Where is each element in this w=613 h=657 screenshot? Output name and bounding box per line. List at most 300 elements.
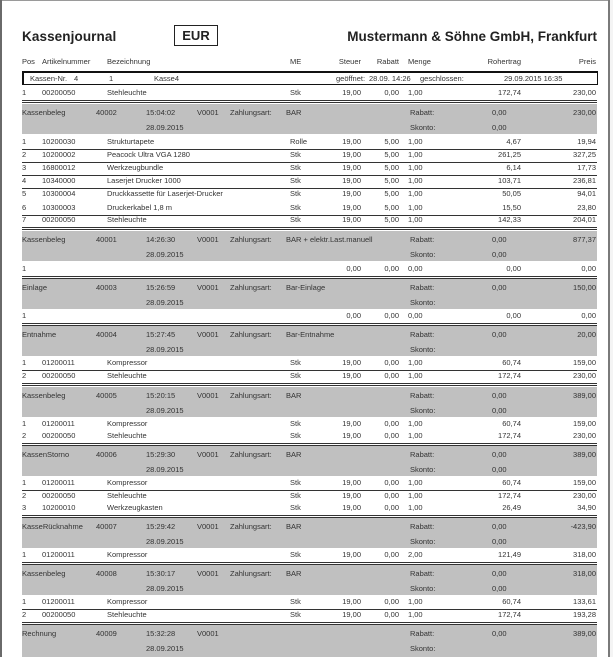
cell-rabatt: 0,00 <box>384 371 399 380</box>
beleg-type: Kassenbeleg <box>22 108 66 117</box>
cell-preis: 230,00 <box>573 88 596 97</box>
kasse-info-box <box>22 71 598 85</box>
beleg-date: 28.09.2015 <box>146 537 184 546</box>
cell-menge: 1,00 <box>408 610 423 619</box>
cell-roh: 172,74 <box>498 610 521 619</box>
cell-preis: 0,00 <box>581 264 596 273</box>
beleg-type: Einlage <box>22 283 48 292</box>
page-border-left <box>0 0 2 657</box>
cell-me: Stk <box>290 478 301 487</box>
cell-rabatt: 0,00 <box>384 491 399 500</box>
cell-menge: 1,00 <box>408 431 423 440</box>
kasse-closed: 29.09.2015 16:35 <box>504 74 563 83</box>
kasse-name: Kasse4 <box>154 74 180 83</box>
kasse-opened-label: geöffnet: <box>336 74 366 83</box>
cell-rabatt: 0,00 <box>384 88 399 97</box>
cell-me: Stk <box>290 419 301 428</box>
zahlungsart-label: Zahlungsart: <box>230 330 272 339</box>
beleg-user: V0001 <box>197 108 219 117</box>
cell-menge: 0,00 <box>408 264 423 273</box>
cell-art: 00200050 <box>42 371 76 380</box>
col-pos: Pos <box>22 57 35 66</box>
report-page <box>22 0 597 657</box>
cell-art: 10300004 <box>42 189 76 198</box>
zahlungsart-label: Zahlungsart: <box>230 450 272 459</box>
beleg-total: 389,00 <box>573 629 596 638</box>
beleg-type: Kassenbeleg <box>22 235 66 244</box>
beleg-time: 14:26:30 <box>146 235 176 244</box>
skonto-label: Skonto: <box>410 123 436 132</box>
cell-steuer: 19,00 <box>342 358 361 367</box>
table-row <box>22 371 597 386</box>
report-title: Kassenjournal <box>22 29 117 44</box>
col-rabatt: Rabatt <box>376 57 399 66</box>
rabatt-label: Rabatt: <box>410 108 435 117</box>
cell-rabatt: 0,00 <box>384 431 399 440</box>
cell-art: 16800012 <box>42 163 76 172</box>
beleg-time: 15:29:30 <box>146 450 176 459</box>
beleg-summary <box>22 279 597 309</box>
cell-preis: 327,25 <box>573 150 596 159</box>
beleg-summary <box>22 446 597 476</box>
cell-roh: 60,74 <box>502 358 521 367</box>
cell-pos: 1 <box>22 88 27 97</box>
cell-pos: 2 <box>22 610 27 619</box>
rabatt-label: Rabatt: <box>410 522 435 531</box>
cell-preis: 19,94 <box>577 137 596 146</box>
cell-preis: 133,61 <box>573 597 596 606</box>
cell-steuer: 19,00 <box>342 215 361 224</box>
cell-preis: 94,01 <box>577 189 596 198</box>
cell-me: Stk <box>290 550 301 559</box>
beleg-date: 28.09.2015 <box>146 644 184 653</box>
cell-steuer: 19,00 <box>342 503 361 512</box>
cell-bez: Stehleuchte <box>107 88 147 97</box>
beleg-total: 20,00 <box>577 330 596 339</box>
table-row <box>22 419 597 431</box>
zahlungsart-value: BAR + elektr.Last.manuell <box>286 235 373 244</box>
cell-preis: 159,00 <box>573 358 596 367</box>
cell-rabatt: 5,00 <box>384 189 399 198</box>
table-row <box>22 163 597 176</box>
cell-art: 01200011 <box>42 419 75 428</box>
skonto-label: Skonto: <box>410 250 436 259</box>
rabatt-value: 0,00 <box>492 391 507 400</box>
cell-rabatt: 5,00 <box>384 163 399 172</box>
cell-steuer: 0,00 <box>346 264 361 273</box>
zahlungsart-value: BAR <box>286 569 302 578</box>
cell-preis: 17,73 <box>577 163 596 172</box>
cell-preis: 23,80 <box>577 203 596 212</box>
zahlungsart-value: BAR <box>286 522 302 531</box>
rabatt-value: 0,00 <box>492 235 507 244</box>
skonto-label: Skonto: <box>410 537 436 546</box>
cell-pos: 2 <box>22 150 27 159</box>
table-row <box>22 264 597 279</box>
beleg-date: 28.09.2015 <box>146 406 184 415</box>
beleg-summary <box>22 104 597 134</box>
cell-preis: 230,00 <box>573 431 596 440</box>
beleg-summary <box>22 326 597 356</box>
beleg-total: -423,90 <box>570 522 596 531</box>
cell-bez: Laserjet Drucker 1000 <box>107 176 181 185</box>
cell-bez: Stehleuchte <box>107 371 147 380</box>
beleg-type: Rechnung <box>22 629 57 638</box>
cell-rabatt: 0,00 <box>384 610 399 619</box>
skonto-value: 0,00 <box>492 250 507 259</box>
cell-bez: Kompressor <box>107 419 148 428</box>
beleg-date: 28.09.2015 <box>146 345 184 354</box>
rabatt-value: 0,00 <box>492 629 507 638</box>
cell-menge: 1,00 <box>408 478 423 487</box>
kasse-id: 1 <box>109 74 114 83</box>
rabatt-value: 0,00 <box>492 522 507 531</box>
beleg-user: V0001 <box>197 391 219 400</box>
rabatt-label: Rabatt: <box>410 235 435 244</box>
cell-steuer: 19,00 <box>342 597 361 606</box>
cell-rabatt: 0,00 <box>384 503 399 512</box>
cell-menge: 2,00 <box>408 550 423 559</box>
cell-steuer: 19,00 <box>342 419 361 428</box>
cell-roh: 60,74 <box>502 597 521 606</box>
kasse-opened: 28.09. 14:26 <box>369 74 411 83</box>
zahlungsart-value: Bar-Entnahme <box>286 330 335 339</box>
cell-preis: 193,28 <box>573 610 596 619</box>
cell-menge: 1,00 <box>408 163 423 172</box>
cell-steuer: 0,00 <box>346 311 361 320</box>
cell-preis: 230,00 <box>573 371 596 380</box>
cell-pos: 1 <box>22 137 27 146</box>
beleg-summary <box>22 625 597 657</box>
col-artikelnummer: Artikelnummer <box>42 57 91 66</box>
col-preis: Preis <box>578 57 596 66</box>
table-row <box>22 358 597 371</box>
cell-roh: 15,50 <box>502 203 521 212</box>
cell-art: 00200050 <box>42 431 76 440</box>
beleg-user: V0001 <box>197 522 219 531</box>
cell-menge: 1,00 <box>408 503 423 512</box>
cell-roh: 6,14 <box>506 163 521 172</box>
skonto-value: 0,00 <box>492 465 507 474</box>
col-me: ME <box>290 57 302 66</box>
skonto-label: Skonto: <box>410 644 436 653</box>
cell-bez: Kompressor <box>107 358 148 367</box>
beleg-date: 28.09.2015 <box>146 250 184 259</box>
cell-menge: 1,00 <box>408 419 423 428</box>
rabatt-label: Rabatt: <box>410 629 435 638</box>
cell-roh: 26,49 <box>502 503 521 512</box>
rabatt-value: 0,00 <box>492 108 507 117</box>
cell-me: Stk <box>290 491 301 500</box>
cell-bez: Druckerkabel 1,8 m <box>107 203 173 212</box>
beleg-total: 230,00 <box>573 108 596 117</box>
cell-bez: Stehleuchte <box>107 491 147 500</box>
beleg-date: 28.09.2015 <box>146 584 184 593</box>
cell-pos: 4 <box>22 176 27 185</box>
zahlungsart-value: BAR <box>286 450 302 459</box>
beleg-time: 15:27:45 <box>146 330 176 339</box>
beleg-date: 28.09.2015 <box>146 465 184 474</box>
cell-preis: 204,01 <box>573 215 596 224</box>
table-row <box>22 150 597 163</box>
cell-rabatt: 5,00 <box>384 137 399 146</box>
cell-steuer: 19,00 <box>342 478 361 487</box>
beleg-nr: 40006 <box>96 450 117 459</box>
table-row <box>22 503 597 518</box>
kasse-nr: 4 <box>74 74 79 83</box>
cell-me: Stk <box>290 358 301 367</box>
table-row <box>22 176 597 189</box>
cell-pos: 1 <box>22 311 27 320</box>
cell-art: 10300003 <box>42 203 76 212</box>
table-row <box>22 431 597 446</box>
rabatt-value: 0,00 <box>492 283 507 292</box>
cell-roh: 0,00 <box>506 311 521 320</box>
table-row <box>22 597 597 610</box>
cell-me: Rolle <box>290 137 308 146</box>
zahlungsart-label: Zahlungsart: <box>230 391 272 400</box>
beleg-time: 15:30:17 <box>146 569 176 578</box>
cell-preis: 230,00 <box>573 491 596 500</box>
beleg-total: 877,37 <box>573 235 596 244</box>
skonto-label: Skonto: <box>410 298 436 307</box>
cell-rabatt: 5,00 <box>384 203 399 212</box>
beleg-user: V0001 <box>197 450 219 459</box>
cell-art: 01200011 <box>42 358 75 367</box>
cell-art: 00200050 <box>42 610 76 619</box>
cell-bez: Werkzeugbundle <box>107 163 164 172</box>
cell-steuer: 19,00 <box>342 176 361 185</box>
cell-menge: 0,00 <box>408 311 423 320</box>
cell-pos: 1 <box>22 264 27 273</box>
cell-steuer: 19,00 <box>342 137 361 146</box>
cell-roh: 103,71 <box>498 176 521 185</box>
beleg-nr: 40003 <box>96 283 117 292</box>
cell-rabatt: 5,00 <box>384 176 399 185</box>
cell-roh: 121,49 <box>498 550 521 559</box>
cell-steuer: 19,00 <box>342 189 361 198</box>
beleg-user: V0001 <box>197 569 219 578</box>
zahlungsart-label: Zahlungsart: <box>230 283 272 292</box>
cell-menge: 1,00 <box>408 189 423 198</box>
cell-pos: 1 <box>22 550 27 559</box>
table-row <box>22 137 597 150</box>
cell-art: 01200011 <box>42 550 75 559</box>
cell-preis: 0,00 <box>581 311 596 320</box>
cell-rabatt: 0,00 <box>384 419 399 428</box>
cell-rabatt: 0,00 <box>384 478 399 487</box>
currency-box: EUR <box>174 25 218 46</box>
cell-preis: 159,00 <box>573 419 596 428</box>
beleg-user: V0001 <box>197 283 219 292</box>
skonto-label: Skonto: <box>410 584 436 593</box>
cell-preis: 34,90 <box>577 503 596 512</box>
cell-bez: Peacock Ultra VGA 1280 <box>107 150 190 159</box>
skonto-value: 0,00 <box>492 584 507 593</box>
cell-menge: 1,00 <box>408 358 423 367</box>
col-rohertrag: Rohertrag <box>487 57 521 66</box>
cell-roh: 172,74 <box>498 371 521 380</box>
cell-steuer: 19,00 <box>342 610 361 619</box>
beleg-nr: 40008 <box>96 569 117 578</box>
cell-roh: 261,25 <box>498 150 521 159</box>
table-row <box>22 478 597 491</box>
cell-art: 01200011 <box>42 478 75 487</box>
cell-pos: 1 <box>22 419 27 428</box>
zahlungsart-value: Bar-Einlage <box>286 283 326 292</box>
beleg-summary <box>22 231 597 261</box>
cell-pos: 2 <box>22 491 27 500</box>
cell-pos: 6 <box>22 203 27 212</box>
column-header-row <box>22 57 597 67</box>
cell-me: Stk <box>290 176 301 185</box>
cell-me: Stk <box>290 163 301 172</box>
cell-pos: 7 <box>22 215 27 224</box>
beleg-type: KassenStorno <box>22 450 70 459</box>
cell-rabatt: 0,00 <box>384 597 399 606</box>
rabatt-label: Rabatt: <box>410 450 435 459</box>
cell-bez: Stehleuchte <box>107 215 147 224</box>
cell-pos: 2 <box>22 371 27 380</box>
cell-art: 10200002 <box>42 150 76 159</box>
cell-roh: 142,33 <box>498 215 521 224</box>
cell-bez: Stehleuchte <box>107 610 147 619</box>
rabatt-label: Rabatt: <box>410 391 435 400</box>
cell-art: 00200050 <box>42 491 76 500</box>
cell-menge: 1,00 <box>408 137 423 146</box>
zahlungsart-label: Zahlungsart: <box>230 235 272 244</box>
cell-art: 00200050 <box>42 215 76 224</box>
col-menge: Menge <box>408 57 431 66</box>
beleg-time: 15:32:28 <box>146 629 176 638</box>
skonto-value: 0,00 <box>492 123 507 132</box>
kasse-label: Kassen-Nr. <box>30 74 68 83</box>
cell-art: 00200050 <box>42 88 76 97</box>
zahlungsart-label: Zahlungsart: <box>230 569 272 578</box>
cell-art: 01200011 <box>42 597 75 606</box>
cell-me: Stk <box>290 189 301 198</box>
cell-rabatt: 0,00 <box>384 358 399 367</box>
cell-art: 10200010 <box>42 503 76 512</box>
cell-bez: Stehleuchte <box>107 431 147 440</box>
cell-menge: 1,00 <box>408 491 423 500</box>
zahlungsart-value: BAR <box>286 108 302 117</box>
cell-steuer: 19,00 <box>342 491 361 500</box>
cell-steuer: 19,00 <box>342 163 361 172</box>
cell-bez: Werkzeugkasten <box>107 503 163 512</box>
cell-me: Stk <box>290 610 301 619</box>
beleg-total: 389,00 <box>573 391 596 400</box>
beleg-user: V0001 <box>197 235 219 244</box>
beleg-time: 15:04:02 <box>146 108 176 117</box>
cell-pos: 1 <box>22 358 27 367</box>
cell-art: 10340000 <box>42 176 76 185</box>
rabatt-value: 0,00 <box>492 569 507 578</box>
beleg-summary <box>22 565 597 595</box>
cell-roh: 0,00 <box>506 264 521 273</box>
beleg-user: V0001 <box>197 330 219 339</box>
table-row <box>22 610 597 625</box>
cell-menge: 1,00 <box>408 88 423 97</box>
cell-preis: 236,81 <box>573 176 596 185</box>
cell-steuer: 19,00 <box>342 371 361 380</box>
skonto-value: 0,00 <box>492 406 507 415</box>
cell-me: Stk <box>290 215 301 224</box>
beleg-summary <box>22 518 597 548</box>
cell-roh: 172,74 <box>498 491 521 500</box>
cell-me: Stk <box>290 503 301 512</box>
beleg-nr: 40005 <box>96 391 117 400</box>
cell-steuer: 19,00 <box>342 150 361 159</box>
cell-steuer: 19,00 <box>342 550 361 559</box>
skonto-label: Skonto: <box>410 406 436 415</box>
cell-pos: 2 <box>22 431 27 440</box>
cell-roh: 50,05 <box>502 189 521 198</box>
beleg-nr: 40001 <box>96 235 117 244</box>
cell-rabatt: 0,00 <box>384 264 399 273</box>
beleg-nr: 40007 <box>96 522 117 531</box>
beleg-summary <box>22 387 597 417</box>
company-name: Mustermann & Söhne GmbH, Frankfurt <box>347 29 597 44</box>
beleg-type: Kassenbeleg <box>22 569 66 578</box>
col-steuer: Steuer <box>338 57 361 66</box>
zahlungsart-label: Zahlungsart: <box>230 522 272 531</box>
cell-menge: 1,00 <box>408 203 423 212</box>
beleg-time: 15:26:59 <box>146 283 176 292</box>
cell-steuer: 19,00 <box>342 431 361 440</box>
cell-bez: Kompressor <box>107 478 148 487</box>
beleg-user: V0001 <box>197 629 219 638</box>
cell-me: Stk <box>290 150 301 159</box>
cell-roh: 60,74 <box>502 419 521 428</box>
cell-me: Stk <box>290 371 301 380</box>
cell-menge: 1,00 <box>408 597 423 606</box>
beleg-nr: 40009 <box>96 629 117 638</box>
beleg-date: 28.09.2015 <box>146 298 184 307</box>
beleg-type: Entnahme <box>22 330 57 339</box>
table-row <box>22 550 597 565</box>
cell-rabatt: 0,00 <box>384 550 399 559</box>
kasse-closed-label: geschlossen: <box>420 74 464 83</box>
cell-pos: 1 <box>22 478 27 487</box>
cell-rabatt: 5,00 <box>384 215 399 224</box>
cell-pos: 5 <box>22 189 27 198</box>
cell-pos: 3 <box>22 503 27 512</box>
cell-bez: Strukturtapete <box>107 137 155 146</box>
cell-bez: Kompressor <box>107 550 148 559</box>
beleg-time: 15:20:15 <box>146 391 176 400</box>
beleg-total: 318,00 <box>573 569 596 578</box>
beleg-nr: 40002 <box>96 108 117 117</box>
cell-bez: Druckkassette für Laserjet-Drucker <box>107 189 223 198</box>
cell-menge: 1,00 <box>408 150 423 159</box>
beleg-type: Kassenbeleg <box>22 391 66 400</box>
beleg-total: 389,00 <box>573 450 596 459</box>
cell-preis: 159,00 <box>573 478 596 487</box>
beleg-total: 150,00 <box>573 283 596 292</box>
cell-me: Stk <box>290 88 301 97</box>
table-row <box>22 189 597 201</box>
table-row <box>22 491 597 503</box>
cell-preis: 318,00 <box>573 550 596 559</box>
rabatt-label: Rabatt: <box>410 330 435 339</box>
cell-roh: 172,74 <box>498 431 521 440</box>
cell-me: Stk <box>290 203 301 212</box>
cell-rabatt: 0,00 <box>384 311 399 320</box>
cell-roh: 172,74 <box>498 88 521 97</box>
zahlungsart-value: BAR <box>286 391 302 400</box>
cell-me: Stk <box>290 597 301 606</box>
